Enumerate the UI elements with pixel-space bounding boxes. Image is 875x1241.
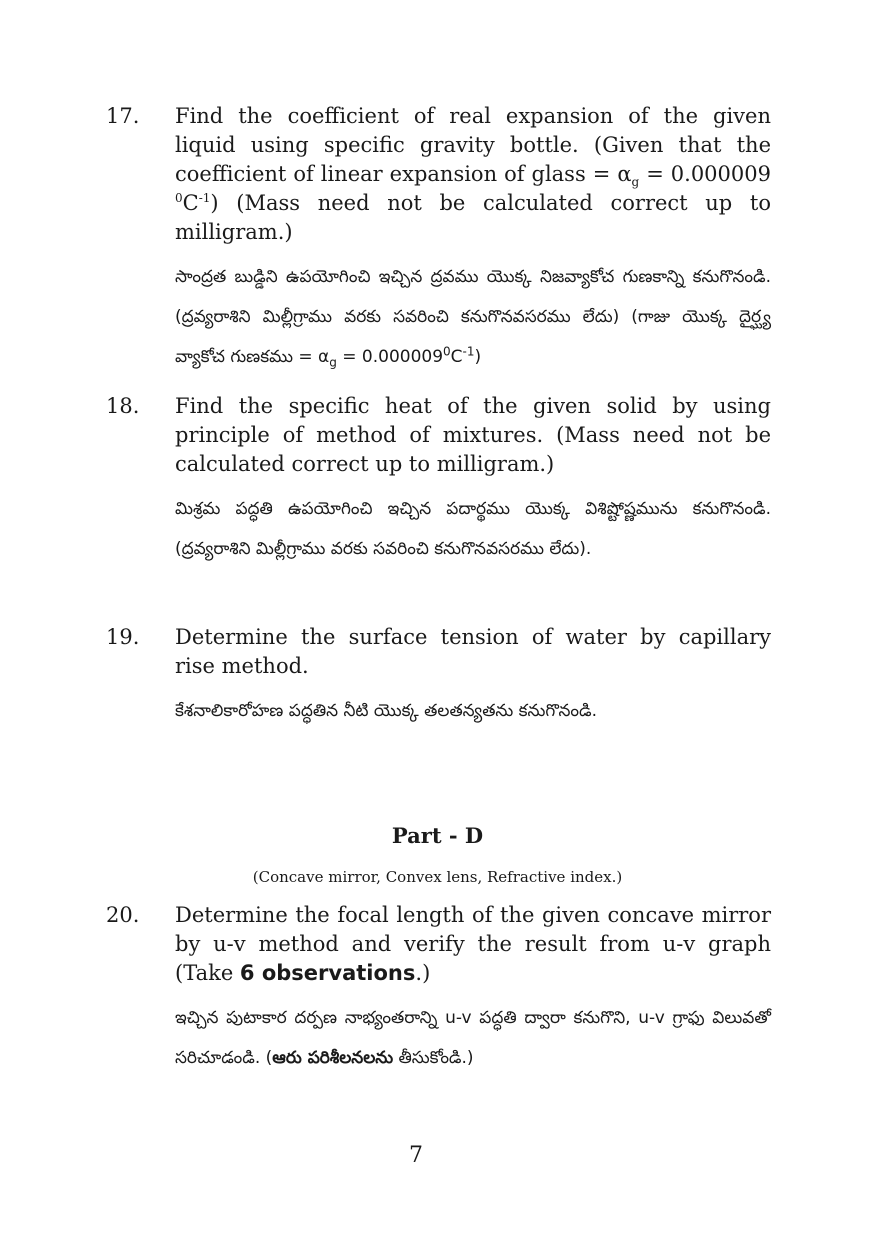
question-text-english: Determine the surface tension of water by capillary rise method. (175, 625, 771, 678)
question-text-english: Find the coefficient of real expansion of the given liquid using specific gravity bottle. (Given that the coefficient of linear expansion of glass = $\alpha_g = 0.000009$ $^0C^{-1}$) (Mass need not be calculated correct up to milligram.) (175, 104, 771, 244)
question-text-english: Find the specific heat of the given solid by using principle of method of mixtures. (Mass need not be calculated correct up to milligram.) (175, 394, 771, 476)
question-number: 17. (106, 104, 140, 128)
question-number: 19. (106, 625, 140, 649)
question-18 (106, 392, 771, 569)
page-number: 7 (409, 1143, 423, 1168)
section-title: Part - D (391, 823, 484, 848)
question-text-telugu: మిశ్రమ పద్ధతి ఉపయోగించి ఇచ్చిన పదార్థము యొక్క విశిష్టోష్ణమును కనుగొనండి. (ద్రవ్యరాశిని మిల్లీగ్రాము వరకు సవరించి కనుగొనవసరము లేదు). (175, 499, 771, 559)
section-subtitle: (Concave mirror, Convex lens, Refractive index.) (252, 868, 623, 886)
question-text-english: Determine the focal length of the given concave mirror by u-v method and verify the result from u-v graph (Take 6 observations.) (175, 903, 771, 985)
question-19 (106, 623, 771, 731)
question-text-telugu: ఇచ్చిన పుటాకార దర్పణ నాభ్యంతరాన్ని u-v పద్ధతి ద్వారా కనుగొని, u-v గ్రాఫు విలువతో సరిచూడండి. (ఆరు పరిశీలనలను తీసుకోండి.) (175, 1008, 771, 1068)
question-17 (106, 102, 771, 377)
question-number: 20. (106, 903, 140, 927)
question-20 (106, 901, 771, 1078)
question-text-telugu: సాంద్రత బుడ్డిని ఉపయోగించి ఇచ్చిన ద్రవము యొక్క నిజవ్యాకోచ గుణకాన్ని కనుగొనండి. (ద్రవ్యరాశిని మిల్లీగ్రాము వరకు సవరించి కనుగొనవసరము లేదు) (గాజు యొక్క దైర్ఘ్య వ్యాకోచ గుణకము = $\alpha_g = 0.000009^0C^{-1}$) (175, 267, 771, 370)
question-text-telugu: కేశనాలికారోహణ పద్ధతిన నీటి యొక్క తలతన్యతను కనుగొనండి. (175, 701, 597, 721)
question-number: 18. (106, 394, 140, 418)
